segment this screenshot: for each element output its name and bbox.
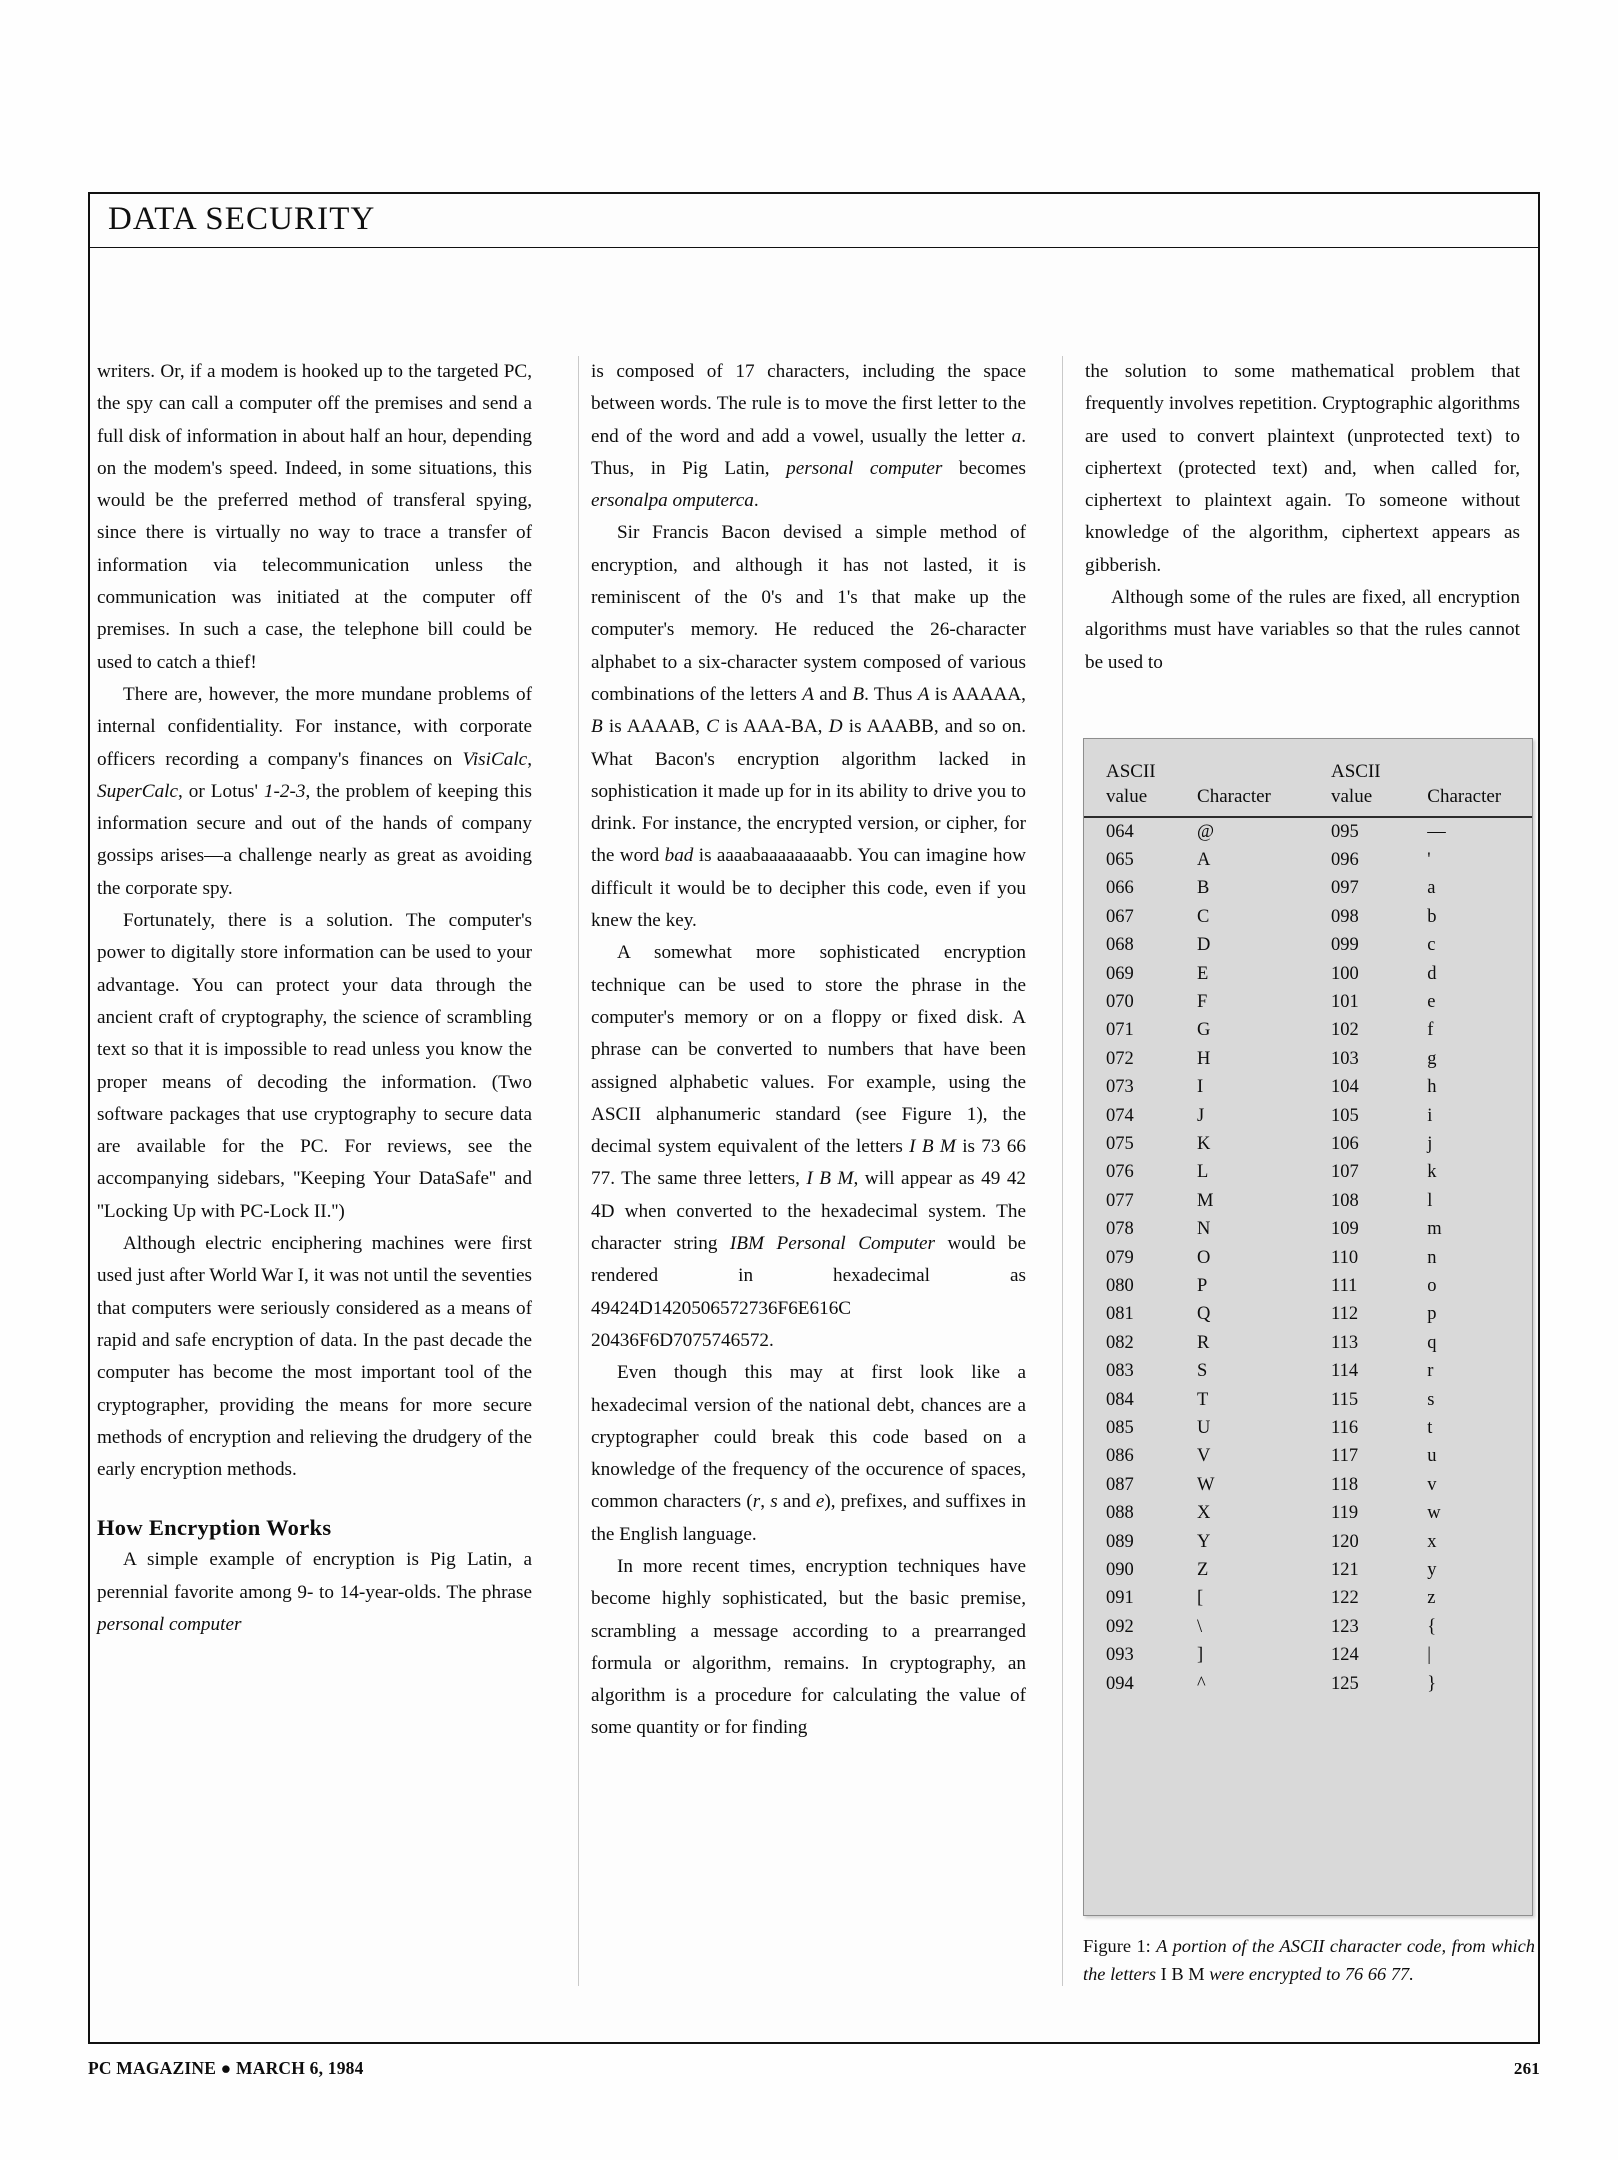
ascii-value-cell: 115 [1331, 1389, 1359, 1410]
column-header-character-2: Character [1427, 786, 1502, 807]
character-cell: ] [1197, 1645, 1204, 1666]
character-cell: T [1197, 1389, 1209, 1410]
table-row [1084, 1216, 1532, 1244]
ascii-value-cell: 104 [1331, 1077, 1359, 1098]
table-header [1084, 759, 1532, 817]
character-cell: B [1197, 878, 1210, 899]
character-cell: y [1427, 1560, 1437, 1581]
paragraph: writers. Or, if a modem is hooked up to the targeted PC, the spy can call a computer off the premises and send a full disk of information in about half an hour, depending on the modem's speed. Indeed, in some situations, this would be the preferred method of transferal spying, since there is virtually no way to trace a transfer of information via telecommunication unless the communication was initiated at the computer off premises. In such a case, the telephone bill could be used to catch a thief! [97, 361, 532, 673]
character-cell: W [1197, 1474, 1215, 1495]
ascii-value-cell: 080 [1106, 1276, 1134, 1296]
character-cell: n [1427, 1247, 1437, 1268]
ascii-figure-box [1083, 738, 1533, 1916]
paragraph: There are, however, the more mundane problems of internal confidentiality. For instance, with corporate officers recording a company's finances on VisiCalc, SuperCalc, or Lotus' 1-2-3, the problem of keeping this information secure and out of the hands of company gossips arises—a challenge nearly as great as avoiding the corporate spy. [97, 683, 532, 899]
character-cell: ' [1427, 849, 1431, 870]
character-cell: X [1197, 1503, 1211, 1524]
character-cell: I [1197, 1077, 1204, 1098]
ascii-value-cell: 076 [1106, 1162, 1134, 1183]
table-row [1084, 875, 1532, 903]
section-subheading: How Encryption Works [97, 1515, 332, 1541]
paragraph: Although some of the rules are fixed, all encryption algorithms must have variables so that the rules cannot be used to [1085, 587, 1520, 673]
ascii-value-cell: 089 [1106, 1531, 1134, 1552]
character-cell: U [1197, 1418, 1211, 1439]
ascii-value-cell: 092 [1106, 1616, 1134, 1637]
character-cell: m [1427, 1219, 1442, 1240]
header-line-ascii: ASCII [1106, 761, 1156, 782]
character-cell: P [1197, 1276, 1208, 1296]
character-cell: M [1197, 1190, 1214, 1211]
character-cell: Q [1197, 1304, 1211, 1325]
ascii-value-cell: 077 [1106, 1190, 1134, 1211]
ascii-value-cell: 118 [1331, 1474, 1359, 1495]
table-row [1084, 1244, 1532, 1272]
page-title: DATA SECURITY [108, 201, 376, 237]
character-cell: C [1197, 906, 1210, 927]
character-cell: i [1427, 1105, 1433, 1126]
ascii-value-cell: 070 [1106, 991, 1134, 1012]
character-cell: @ [1197, 821, 1215, 842]
character-cell: u [1427, 1446, 1437, 1467]
column-2 [591, 356, 1039, 2024]
ascii-value-cell: 065 [1106, 849, 1134, 870]
character-cell: } [1427, 1673, 1437, 1694]
ascii-value-cell: 067 [1106, 906, 1134, 927]
character-cell: ^ [1197, 1673, 1206, 1694]
paragraph: In more recent times, encryption techniques have become highly sophisticated, but the basic premise, scrambling a message according to a prearranged formula or algorithm, remains. In cryptography, an algorithm is a procedure for calculating the value of some quantity or for finding [591, 1555, 1026, 1739]
ascii-value-cell: 101 [1331, 991, 1359, 1012]
ascii-value-cell: 124 [1331, 1645, 1359, 1666]
ascii-value-cell: 119 [1331, 1503, 1359, 1524]
ascii-value-cell: 120 [1331, 1531, 1359, 1552]
ascii-value-cell: 091 [1106, 1588, 1134, 1609]
header-line-ascii: ASCII [1331, 761, 1381, 782]
character-cell: v [1427, 1474, 1437, 1495]
character-cell: k [1427, 1162, 1437, 1183]
character-cell: V [1197, 1446, 1211, 1467]
ascii-value-cell: 113 [1331, 1332, 1359, 1353]
paragraph: Fortunately, there is a solution. The computer's power to digitally store information can be used to your advantage. You can protect your data through the ancient craft of cryptography, the science of scrambling text so that it is impossible to read unless you know the proper means of decoding the information. (Two software packages that use cryptography to secure data are available for the PC. For reviews, see the accompanying sidebars, ''Keeping Your DataSafe'' and ''Locking Up with PC-Lock II.'') [97, 910, 532, 1222]
character-cell: c [1427, 935, 1436, 956]
ascii-value-cell: 121 [1331, 1560, 1359, 1581]
ascii-value-cell: 110 [1331, 1247, 1359, 1268]
ascii-value-cell: 084 [1106, 1389, 1134, 1410]
ascii-value-cell: 106 [1331, 1133, 1359, 1154]
ascii-value-cell: 105 [1331, 1105, 1359, 1126]
character-cell: | [1427, 1645, 1432, 1666]
character-cell: G [1197, 1020, 1211, 1041]
character-cell: O [1197, 1247, 1211, 1268]
ascii-value-cell: 099 [1331, 935, 1359, 956]
character-cell: N [1197, 1219, 1211, 1240]
figure-caption-part1: A portion of the ASCII character code, from which the letters [1083, 1936, 1536, 1984]
ascii-value-cell: 090 [1106, 1560, 1134, 1581]
character-cell: J [1197, 1105, 1205, 1126]
department-header [88, 192, 1540, 248]
character-cell: p [1427, 1304, 1437, 1325]
character-cell: E [1197, 963, 1209, 984]
character-cell: H [1197, 1048, 1211, 1069]
paragraph: A simple example of encryption is Pig Latin, a perennial favorite among 9- to 14-year-olds. The phrase personal computer [97, 1549, 532, 1635]
character-cell: w [1427, 1503, 1441, 1524]
table-row [1084, 817, 1532, 846]
table-row [1084, 1471, 1532, 1499]
column-header-ascii-value-1 [1084, 759, 1197, 813]
figure-caption [1083, 1932, 1535, 1988]
character-cell: d [1427, 963, 1437, 984]
ascii-value-cell: 078 [1106, 1219, 1134, 1240]
ascii-value-cell: 108 [1331, 1190, 1359, 1211]
ascii-value-cell: 071 [1106, 1020, 1134, 1041]
table-row [1084, 1187, 1532, 1215]
table-row [1084, 1415, 1532, 1443]
table-row [1084, 960, 1532, 988]
paragraph: Sir Francis Bacon devised a simple method of encryption, and although it has not lasted, it is reminiscent of the 0's and 1's that make up the computer's memory. He reduced the 26-character alphabet to a six-character system composed of various combinations of the letters A and B. Thus A is AAAAA, B is AAAAB, C is AAA-BA, D is AAABB, and so on. What Bacon's encryption algorithm lacked in sophistication it made up for in its ability to drive you to drink. For instance, the encrypted version, or cipher, for the word bad is aaaabaaaaaaaabb. You can imagine how difficult it would be to decipher this code, even if you knew the key. [591, 522, 1027, 932]
ascii-value-cell: 111 [1331, 1276, 1358, 1296]
ascii-value-cell: 114 [1331, 1361, 1359, 1382]
character-cell: K [1197, 1133, 1211, 1154]
table-row [1084, 1386, 1532, 1414]
header-line-value: value [1106, 786, 1148, 807]
paragraph: Although electric enciphering machines were first used just after World War I, it was not until the seventies that computers were seriously considered as a means of rapid and safe encryption of data. In the past decade the computer has become the most important tool of the cryptographer, providing the means for more secure methods of encryption and relieving the drudgery of the early encryption methods. [97, 1233, 532, 1481]
ascii-value-cell: 107 [1331, 1162, 1359, 1183]
character-cell: a [1427, 878, 1436, 899]
ascii-value-cell: 122 [1331, 1588, 1359, 1609]
figure-caption-part2: were encrypted to 76 66 77. [1204, 1964, 1414, 1984]
paragraph: is composed of 17 characters, including the space between words. The rule is to move the first letter to the end of the word and add a vowel, usually the letter a. Thus, in Pig Latin, personal computer becomes ersonalpa omputerca. [591, 361, 1026, 512]
character-cell: R [1197, 1332, 1210, 1353]
header-line-value: value [1331, 786, 1373, 807]
table-row [1084, 988, 1532, 1016]
character-cell: q [1427, 1332, 1437, 1353]
character-cell: x [1427, 1531, 1437, 1552]
character-cell: b [1427, 906, 1437, 927]
ascii-value-cell: 116 [1331, 1418, 1359, 1439]
paragraph: A somewhat more sophisticated encryption technique can be used to store the phrase in the computer's memory or on a floppy or fixed disk. A phrase can be converted to numbers that have been assigned alphabetic values. For example, using the ASCII alphanumeric standard (see Figure 1), the decimal system equivalent of the letters I B M is 73 66 77. The same three letters, I B M, will appear as 49 42 4D when converted to the hexadecimal system. The character string IBM Personal Computer would be rendered in hexadecimal as 49424D1420506572736F6E616C 20436F6D7075746572. [591, 942, 1027, 1351]
character-cell: s [1427, 1389, 1435, 1410]
ascii-value-cell: 072 [1106, 1048, 1134, 1069]
character-cell: l [1427, 1190, 1433, 1211]
table-row [1084, 846, 1532, 874]
table-row [1084, 1443, 1532, 1471]
ascii-value-cell: 123 [1331, 1616, 1359, 1637]
publication-line: PC MAGAZINE ● MARCH 6, 1984 [88, 2058, 364, 2078]
character-cell: \ [1197, 1616, 1203, 1637]
ascii-value-cell: 086 [1106, 1446, 1134, 1467]
character-cell: z [1427, 1588, 1436, 1609]
ascii-value-cell: 064 [1106, 821, 1134, 842]
table-row [1084, 1017, 1532, 1045]
character-cell: [ [1197, 1588, 1204, 1609]
ascii-value-cell: 098 [1331, 906, 1359, 927]
table-row [1084, 1273, 1532, 1301]
figure-caption-letters: I B M [1160, 1964, 1205, 1984]
character-cell: g [1427, 1048, 1437, 1069]
character-cell: L [1197, 1162, 1209, 1183]
column-header-character-1: Character [1197, 786, 1271, 807]
column-1 [97, 356, 545, 2024]
ascii-value-cell: 082 [1106, 1332, 1134, 1353]
ascii-value-cell: 073 [1106, 1077, 1134, 1098]
ascii-value-cell: 100 [1331, 963, 1359, 984]
character-cell: A [1197, 849, 1211, 870]
table-row [1084, 1074, 1532, 1102]
character-cell: o [1427, 1276, 1437, 1296]
character-cell: f [1427, 1020, 1434, 1041]
ascii-value-cell: 088 [1106, 1503, 1134, 1524]
table-row [1084, 1613, 1532, 1641]
table-row [1084, 1585, 1532, 1613]
ascii-value-cell: 066 [1106, 878, 1134, 899]
ascii-value-cell: 103 [1331, 1048, 1359, 1069]
page-number: 261 [1513, 2059, 1540, 2078]
table-row [1084, 1329, 1532, 1357]
ascii-value-cell: 097 [1331, 878, 1359, 899]
ascii-value-cell: 117 [1331, 1446, 1359, 1467]
ascii-value-cell: 069 [1106, 963, 1134, 984]
table-row [1084, 1500, 1532, 1528]
character-cell: j [1427, 1133, 1433, 1154]
paragraph: Even though this may at first look like a hexadecimal version of the national debt, chances are a cryptographer could break this code based on a knowledge of the frequency of the occurence of spaces, common characters (r, s and e), prefixes, and suffixes in the English language. [591, 1362, 1027, 1545]
ascii-value-cell: 075 [1106, 1133, 1134, 1154]
ascii-value-cell: 087 [1106, 1474, 1134, 1495]
character-cell: e [1427, 991, 1436, 1012]
character-cell: F [1197, 991, 1208, 1012]
ascii-value-cell: 079 [1106, 1247, 1134, 1268]
ascii-value-cell: 102 [1331, 1020, 1359, 1041]
character-cell: Y [1197, 1531, 1211, 1552]
ascii-value-cell: 074 [1106, 1105, 1134, 1126]
ascii-value-cell: 095 [1331, 821, 1359, 842]
table-row [1084, 903, 1532, 931]
table-row [1084, 1159, 1532, 1187]
character-cell: S [1197, 1361, 1208, 1382]
character-cell: — [1427, 821, 1446, 842]
table-row [1084, 1301, 1532, 1329]
ascii-value-cell: 112 [1331, 1304, 1359, 1325]
table-header-row [1084, 759, 1532, 813]
table-row [1084, 1670, 1532, 1698]
table-row [1084, 932, 1532, 960]
figure-label: Figure 1: [1083, 1936, 1157, 1956]
ascii-value-cell: 094 [1106, 1673, 1134, 1694]
character-cell: h [1427, 1077, 1437, 1098]
character-cell: Z [1197, 1560, 1209, 1581]
character-cell: { [1427, 1616, 1437, 1637]
ascii-value-cell: 081 [1106, 1304, 1134, 1325]
table-row [1084, 1642, 1532, 1670]
ascii-code-table [1084, 759, 1532, 1699]
table-row [1084, 1130, 1532, 1158]
table-row [1084, 1102, 1532, 1130]
character-cell: D [1197, 935, 1211, 956]
paragraph: the solution to some mathematical problem that frequently involves repetition. Cryptographic algorithms are used to convert plaintext (unprotected text) to ciphertext (protected text) and, when called for, ciphertext to plaintext again. To someone without knowledge of the algorithm, ciphertext appears as gibberish. [1085, 361, 1520, 576]
ascii-value-cell: 085 [1106, 1418, 1134, 1439]
table-row [1084, 1557, 1532, 1585]
character-cell: t [1427, 1418, 1433, 1439]
table-row [1084, 1045, 1532, 1073]
character-cell: r [1427, 1361, 1434, 1382]
ascii-value-cell: 125 [1331, 1673, 1359, 1694]
ascii-value-cell: 096 [1331, 849, 1359, 870]
column-header-ascii-value-2 [1331, 759, 1427, 813]
table-body [1084, 817, 1532, 1699]
ascii-value-cell: 068 [1106, 935, 1134, 956]
ascii-value-cell: 093 [1106, 1645, 1134, 1666]
table-row [1084, 1358, 1532, 1386]
ascii-value-cell: 109 [1331, 1219, 1359, 1240]
table-row [1084, 1528, 1532, 1556]
page-footer [88, 2058, 1540, 2079]
ascii-value-cell: 083 [1106, 1361, 1134, 1382]
